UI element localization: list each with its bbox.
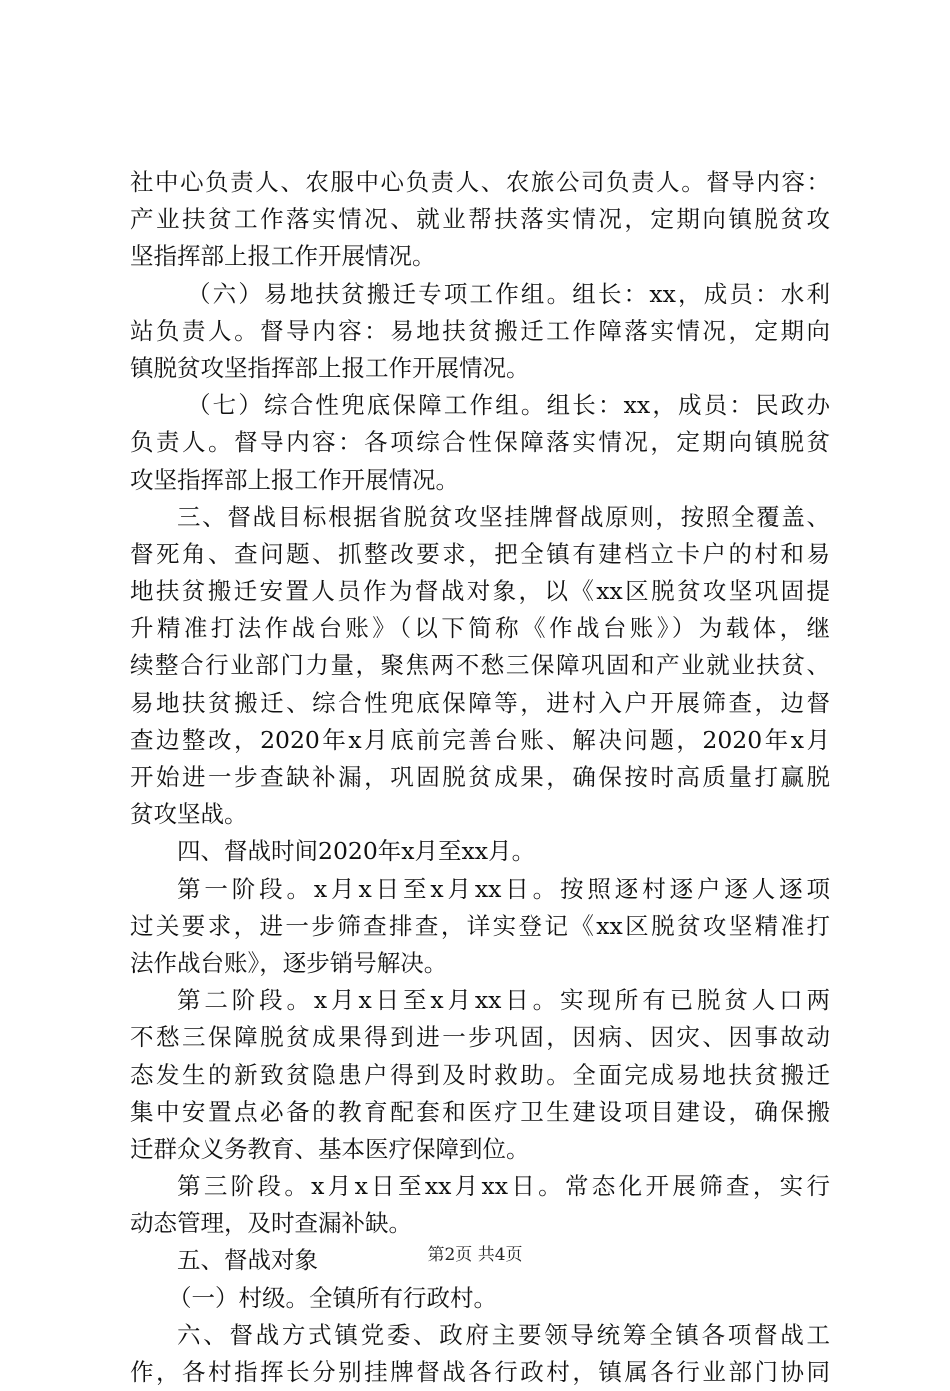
text-line: 攻坚指挥部上报工作开展情况。 [130, 465, 459, 494]
page-number-footer: 第2页 共4页 [427, 1245, 523, 1265]
text-line: 负责人。督导内容：各项综合性保障落实情况，定期向镇脱贫 [130, 428, 830, 457]
text-line: 坚指挥部上报工作开展情况。 [130, 242, 436, 271]
text-line: 贫攻坚战。 [130, 800, 248, 829]
text-line: 动态管理，及时查漏补缺。 [130, 1209, 412, 1238]
text-line: 法作战台账》，逐步销号解决。 [130, 948, 448, 977]
document-body [130, 164, 830, 1391]
text-line: 第二阶段。x月x日至x月xx日。实现所有已脱贫人口两 [177, 986, 830, 1015]
text-line: 态发生的新致贫隐患户得到及时救助。全面完成易地扶贫搬迁 [130, 1060, 830, 1089]
text-line: 第一阶段。x月x日至x月xx日。按照逐村逐户逐人逐项 [177, 874, 830, 903]
text-line: 开始进一步查缺补漏，巩固脱贫成果，确保按时高质量打赢脱 [130, 763, 830, 791]
text-line: 督死角、查问题、抓整改要求，把全镇有建档立卡户的村和易 [130, 539, 830, 568]
text-line: 社中心负责人、农服中心负责人、农旅公司负责人。督导内容： [130, 168, 830, 196]
text-line: 不愁三保障脱贫成果得到进一步巩固，因病、因灾、因事故动 [130, 1023, 830, 1052]
text-line: 五、督战对象 [177, 1246, 318, 1275]
text-line: 镇脱贫攻坚指挥部上报工作开展情况。 [130, 353, 530, 382]
text-line: 作，各村指挥长分别挂牌督战各行政村，镇属各行业部门协同 [130, 1358, 830, 1386]
text-line: 六、督战方式镇党委、政府主要领导统筹全镇各项督战工 [177, 1320, 830, 1349]
text-line: 站负责人。督导内容：易地扶贫搬迁工作障落实情况，定期向 [130, 316, 830, 345]
text-line: 集中安置点必备的教育配套和医疗卫生建设项目建设，确保搬 [130, 1097, 830, 1126]
text-line: 查边整改，2020年x月底前完善台账、解决问题，2020年x月 [130, 725, 830, 754]
text-line: 迁群众义务教育、基本医疗保障到位。 [130, 1134, 530, 1163]
text-line: （七）综合性兜底保障工作组。组长：xx，成员：民政办 [187, 391, 830, 420]
text-line: 易地扶贫搬迁、综合性兜底保障等，进村入户开展筛查，边督 [130, 688, 830, 717]
text-line: 升精准打法作战台账》（以下简称《作战台账》）为载体，继 [130, 614, 830, 643]
text-line: 过关要求，进一步筛查排查，详实登记《xx区脱贫攻坚精准打 [130, 911, 830, 940]
text-line: 四、督战时间2020年x月至xx月。 [177, 837, 536, 866]
text-line: （六）易地扶贫搬迁专项工作组。组长：xx，成员：水利 [187, 279, 830, 308]
text-line: 三、督战目标根据省脱贫攻坚挂牌督战原则，按照全覆盖、 [177, 502, 830, 531]
text-line: 地扶贫搬迁安置人员作为督战对象，以《xx区脱贫攻坚巩固提 [130, 577, 830, 606]
text-line: （一）村级。全镇所有行政村。 [168, 1283, 497, 1312]
text-line: 第三阶段。x月x日至xx月xx日。常态化开展筛查，实行 [177, 1172, 830, 1201]
text-line: 产业扶贫工作落实情况、就业帮扶落实情况，定期向镇脱贫攻 [130, 205, 830, 234]
text-line: 续整合行业部门力量，聚焦两不愁三保障巩固和产业就业扶贫、 [130, 651, 830, 680]
